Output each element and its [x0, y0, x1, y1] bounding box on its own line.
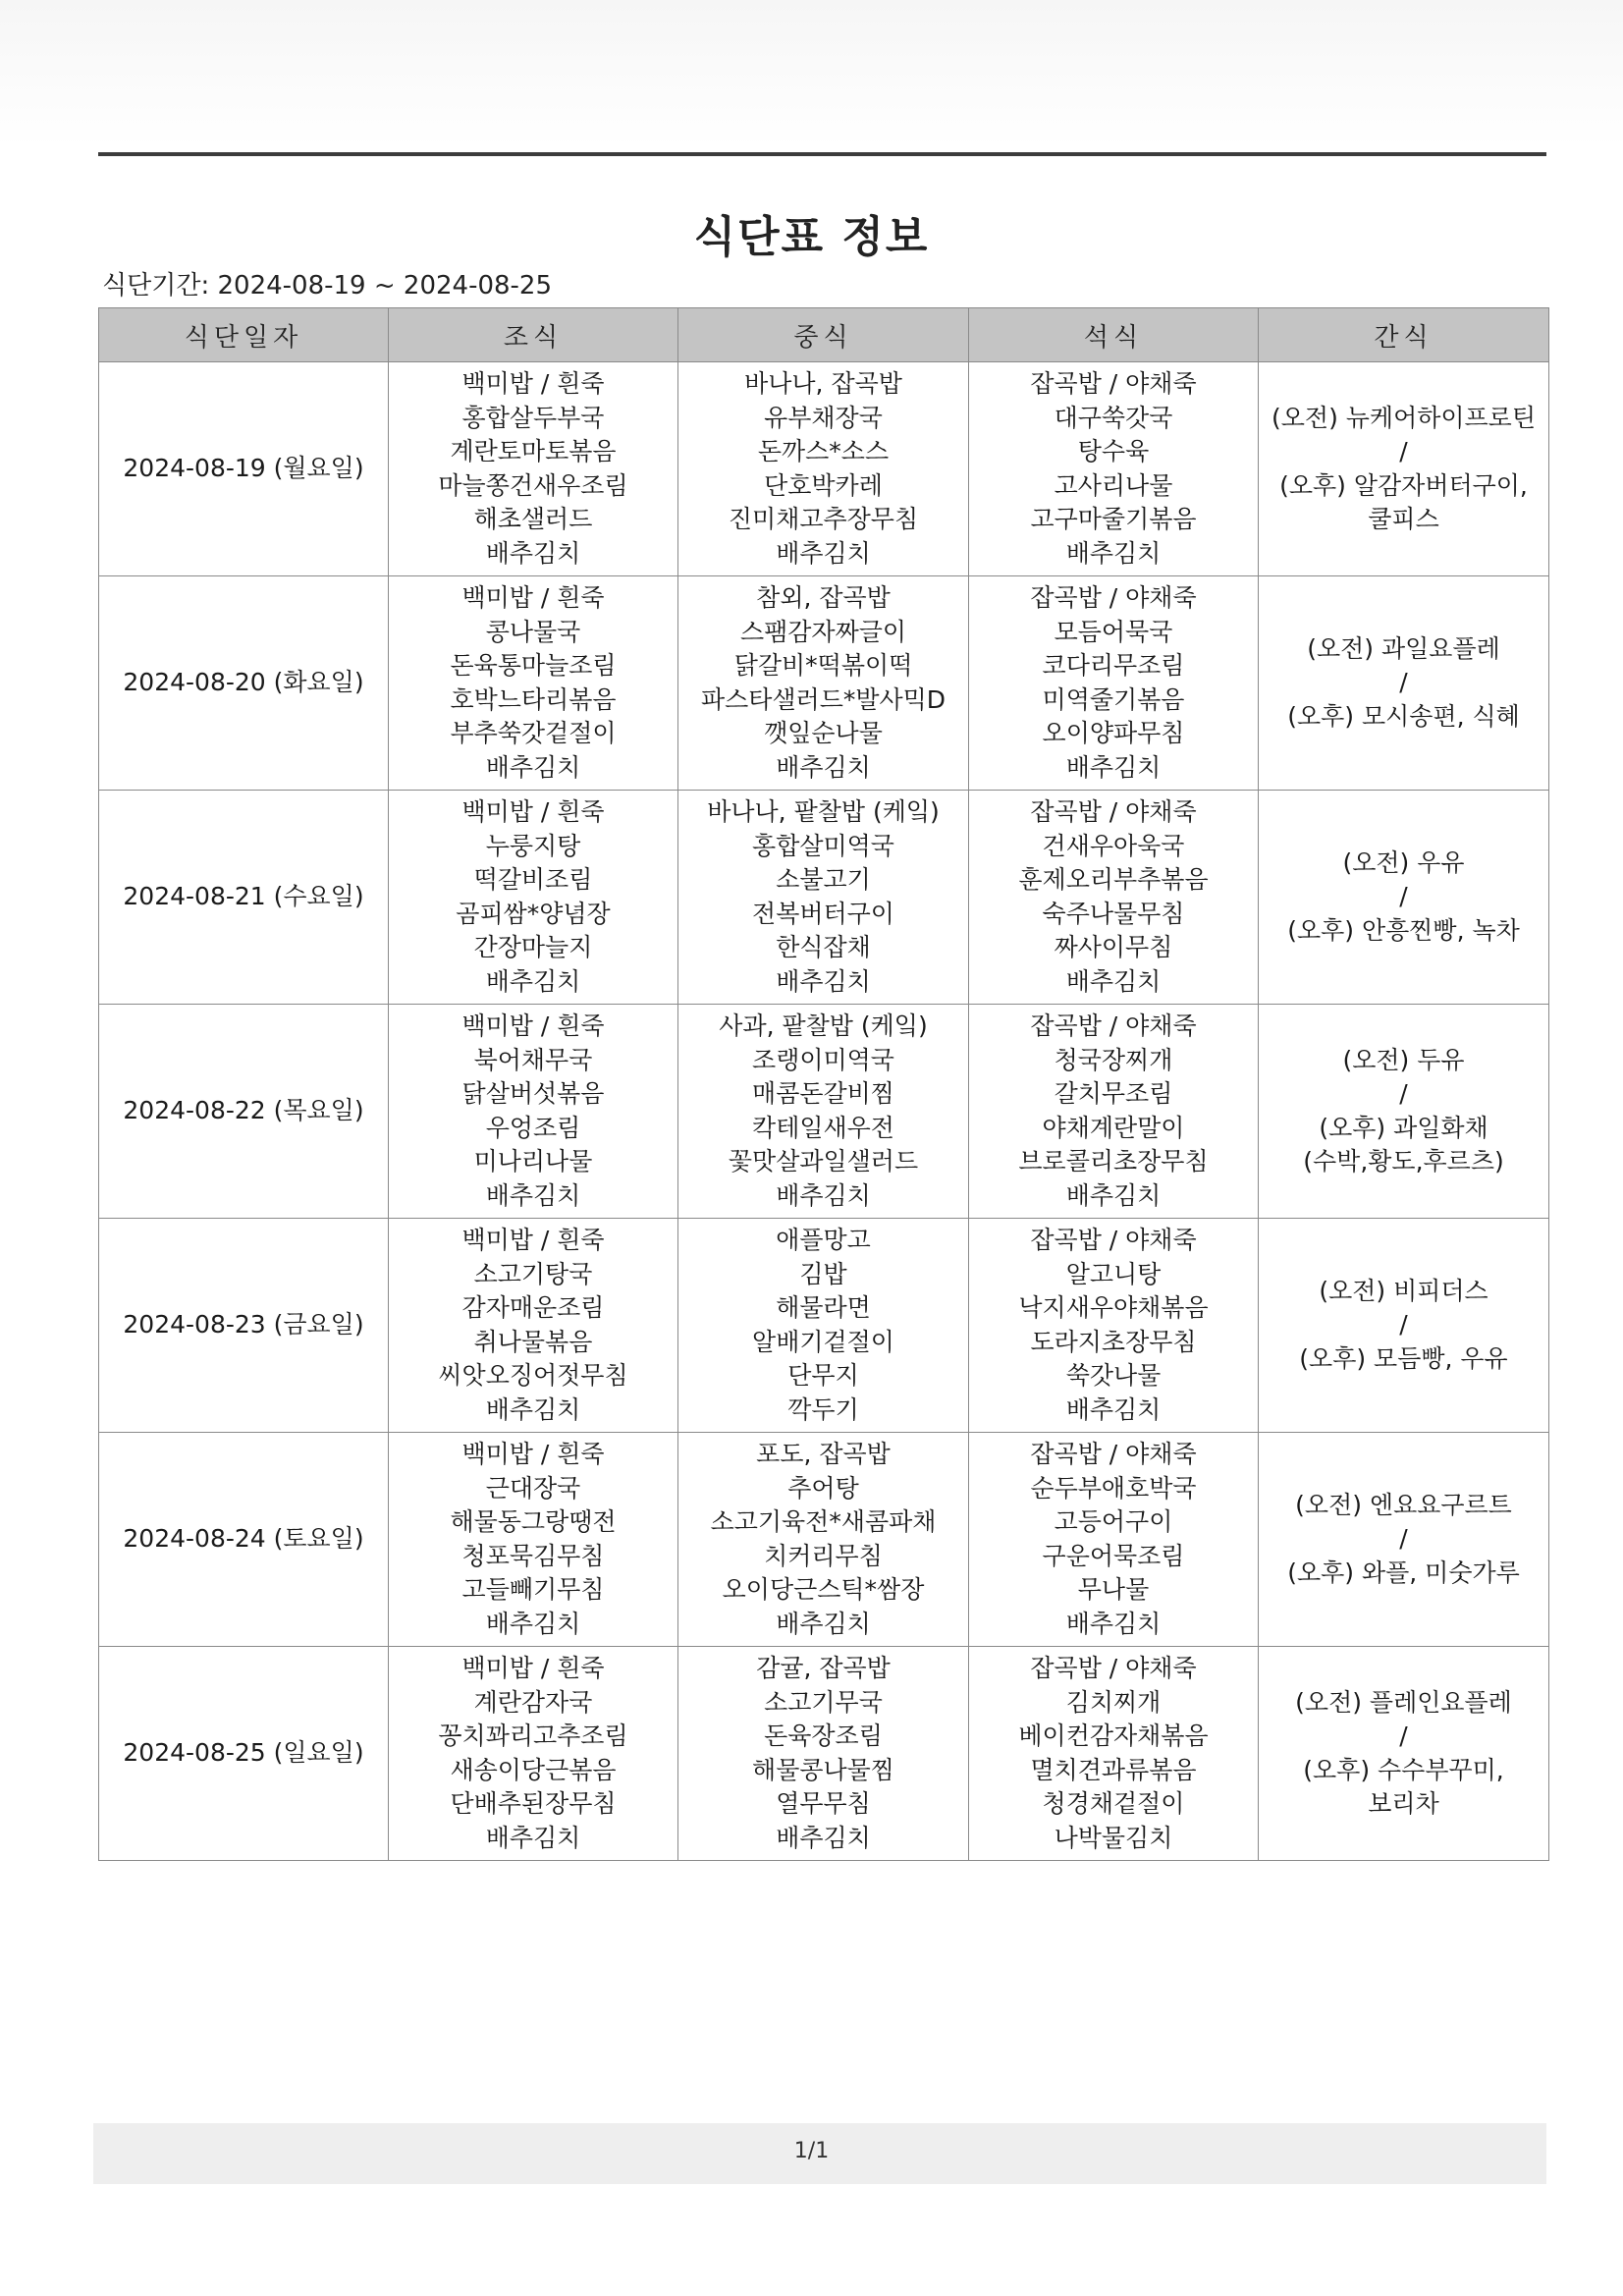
menu-item: 소불고기 [776, 865, 871, 894]
menu-item: 배추김치 [485, 1394, 581, 1424]
date-text: 2024-08-24 (토요일) [123, 1524, 364, 1554]
menu-item: 해물콩나물찜 [752, 1755, 894, 1784]
menu-item: 감자매운조림 [461, 1293, 605, 1322]
menu-item: 잡곡밥 / 야채죽 [1030, 797, 1197, 826]
menu-item: 애플망고 [776, 1226, 871, 1254]
menu-item: 낙지새우야채볶음 [1018, 1293, 1209, 1322]
date-text: 2024-08-21 (수요일) [123, 882, 364, 911]
menu-item: / [1399, 882, 1408, 911]
menu-item: 파스타샐러드*발사믹D [700, 684, 947, 714]
menu-item: 구운어묵조림 [1042, 1541, 1185, 1570]
menu-item: 훈제오리부추볶음 [1018, 865, 1209, 894]
breakfast-cell [389, 791, 678, 1005]
menu-item: 잡곡밥 / 야채죽 [1030, 583, 1197, 612]
menu-item: 단무지 [787, 1361, 859, 1390]
menu-item: (수박,황도,후르츠) [1303, 1147, 1504, 1175]
date-cell [99, 1005, 389, 1219]
menu-item: 배추김치 [1065, 966, 1162, 996]
snack-cell [1259, 1005, 1549, 1219]
lunch-cell [678, 1647, 969, 1861]
menu-item: 건새우아욱국 [1042, 831, 1185, 860]
menu-item: 배추김치 [1065, 1394, 1162, 1424]
lunch-cell [678, 1219, 969, 1433]
menu-item: 오이당근스틱*쌈장 [722, 1575, 925, 1604]
menu-item: 쿨피스 [1368, 505, 1439, 533]
snack-cell [1259, 1219, 1549, 1433]
menu-item: 보리차 [1368, 1789, 1439, 1818]
menu-item: 백미밥 / 흰죽 [461, 797, 605, 826]
menu-item: 홍합살미역국 [752, 831, 894, 860]
menu-item: 나박물김치 [1054, 1823, 1173, 1852]
menu-item: 호박느타리볶음 [450, 684, 617, 714]
menu-item: 김밥 [799, 1259, 847, 1288]
header-breakfast: 조식 [389, 308, 678, 362]
menu-item: 오이양파무침 [1042, 719, 1185, 747]
menu-item: 매콤돈갈비찜 [752, 1079, 894, 1108]
menu-item: (오후) 와플, 미숫가루 [1287, 1558, 1520, 1587]
menu-item: 해물라면 [776, 1293, 871, 1322]
menu-item: 백미밥 / 흰죽 [461, 1440, 605, 1468]
menu-item: 단호박카레 [764, 470, 883, 500]
menu-item: 미역줄기볶음 [1042, 684, 1185, 714]
menu-item: 마늘쫑건새우조림 [438, 470, 628, 500]
menu-item: 씨앗오징어젓무침 [438, 1361, 628, 1390]
menu-item: 청국장찌개 [1054, 1045, 1173, 1074]
menu-item: 닭갈비*떡볶이떡 [733, 651, 913, 680]
lunch-cell [678, 1433, 969, 1647]
breakfast-cell [389, 1433, 678, 1647]
menu-item: 배추김치 [776, 1609, 871, 1638]
menu-item: 치커리무침 [764, 1541, 883, 1570]
menu-item: 스팸감자짜글이 [739, 617, 907, 646]
breakfast-cell [389, 1005, 678, 1219]
menu-item: (오후) 알감자버터구이, [1279, 470, 1528, 500]
menu-item: / [1399, 1722, 1408, 1750]
menu-item: 백미밥 / 흰죽 [461, 1226, 605, 1254]
menu-item: 배추김치 [485, 966, 581, 996]
menu-item: 잡곡밥 / 야채죽 [1030, 1440, 1197, 1468]
menu-item: 포도, 잡곡밥 [756, 1440, 891, 1468]
date-text: 2024-08-23 (금요일) [123, 1310, 364, 1339]
menu-item: 짜사이무침 [1054, 933, 1173, 961]
dinner-cell [969, 1433, 1259, 1647]
menu-item: 배추김치 [776, 538, 871, 568]
menu-item: 배추김치 [776, 752, 871, 782]
menu-item: (오후) 모듬빵, 우유 [1299, 1343, 1508, 1373]
menu-item: 코다리무조림 [1042, 651, 1185, 680]
breakfast-cell [389, 576, 678, 791]
menu-item: / [1399, 1079, 1408, 1108]
table-row [99, 1219, 1549, 1433]
menu-item: 근대장국 [485, 1473, 581, 1503]
dinner-cell [969, 576, 1259, 791]
date-cell [99, 362, 389, 576]
menu-item: 백미밥 / 흰죽 [461, 1011, 605, 1040]
menu-item: 고사리나물 [1054, 470, 1173, 500]
menu-item: 감귤, 잡곡밥 [756, 1654, 891, 1682]
menu-item: 숙주나물무침 [1042, 899, 1185, 928]
menu-item: 야채계란말이 [1042, 1113, 1185, 1142]
header-dinner: 석식 [969, 308, 1259, 362]
menu-item: 돈육통마늘조림 [450, 651, 617, 680]
menu-item: 돈까스*소스 [757, 437, 890, 465]
menu-item: 배추김치 [485, 1180, 581, 1210]
meal-table [98, 307, 1549, 1861]
menu-item: (오전) 우유 [1342, 847, 1465, 877]
menu-item: 갈치무조림 [1054, 1079, 1173, 1108]
table-row [99, 1005, 1549, 1219]
menu-item: 잡곡밥 / 야채죽 [1030, 1226, 1197, 1254]
menu-item: 추어탕 [787, 1473, 859, 1503]
menu-item: 브로콜리초장무침 [1018, 1147, 1209, 1175]
menu-item: 소고기무국 [764, 1687, 883, 1717]
menu-item: 소고기육전*새콤파채 [710, 1507, 937, 1536]
menu-item: (오전) 두유 [1342, 1045, 1465, 1074]
menu-item: (오전) 과일요플레 [1307, 633, 1500, 663]
snack-cell [1259, 1433, 1549, 1647]
menu-item: 배추김치 [485, 1823, 581, 1852]
top-divider [98, 152, 1546, 156]
lunch-cell [678, 1005, 969, 1219]
menu-item: 전복버터구이 [752, 899, 894, 928]
date-cell [99, 576, 389, 791]
date-cell [99, 791, 389, 1005]
menu-item: 콩나물국 [485, 617, 581, 646]
menu-item: 김치찌개 [1065, 1687, 1162, 1717]
menu-item: (오후) 수수부꾸미, [1303, 1755, 1504, 1784]
menu-item: / [1399, 1524, 1408, 1554]
menu-item: 배추김치 [1065, 752, 1162, 782]
breakfast-cell [389, 1647, 678, 1861]
menu-item: (오전) 비피더스 [1319, 1276, 1488, 1305]
menu-item: 한식잡채 [776, 933, 871, 961]
scan-shade [0, 0, 1623, 147]
menu-item: 백미밥 / 흰죽 [461, 369, 605, 398]
snack-cell [1259, 576, 1549, 791]
table-body [99, 362, 1549, 1861]
menu-item: 백미밥 / 흰죽 [461, 1654, 605, 1682]
menu-item: 간장마늘지 [473, 933, 593, 961]
date-text: 2024-08-20 (화요일) [123, 668, 364, 697]
menu-item: 배추김치 [485, 1609, 581, 1638]
dinner-cell [969, 1219, 1259, 1433]
menu-item: 배추김치 [776, 1823, 871, 1852]
menu-item: 백미밥 / 흰죽 [461, 583, 605, 612]
header-lunch: 중식 [678, 308, 969, 362]
menu-item: 사과, 팥찰밥 (케잌) [719, 1011, 928, 1040]
menu-item: 배추김치 [776, 966, 871, 996]
menu-item: 취나물볶음 [473, 1327, 593, 1356]
menu-item: 떡갈비조림 [473, 865, 593, 894]
menu-item: 깻잎순나물 [764, 719, 883, 747]
menu-item: (오전) 뉴케어하이프로틴 [1271, 403, 1536, 432]
menu-item: 모듬어묵국 [1054, 617, 1173, 646]
menu-item: 돈육장조림 [764, 1722, 883, 1750]
header-snack: 간식 [1259, 308, 1549, 362]
menu-item: 미나리나물 [473, 1147, 593, 1175]
menu-item: 배추김치 [485, 752, 581, 782]
menu-item: / [1399, 668, 1408, 697]
menu-item: 배추김치 [1065, 1609, 1162, 1638]
menu-item: (오후) 과일화채 [1319, 1113, 1488, 1142]
menu-item: (오전) 플레인요플레 [1295, 1687, 1512, 1717]
menu-item: 고구마줄기볶음 [1030, 505, 1197, 533]
menu-item: 칵테일새우전 [752, 1113, 894, 1142]
menu-item: 배추김치 [1065, 1180, 1162, 1210]
page-title: 식단표 정보 [693, 212, 930, 262]
menu-item: 단배추된장무침 [450, 1789, 617, 1818]
dinner-cell [969, 362, 1259, 576]
menu-item: 배추김치 [1065, 538, 1162, 568]
menu-item: 무나물 [1077, 1575, 1150, 1604]
menu-item: 잡곡밥 / 야채죽 [1030, 1654, 1197, 1682]
dinner-cell [969, 791, 1259, 1005]
menu-item: 잡곡밥 / 야채죽 [1030, 1011, 1197, 1040]
menu-item: 조랭이미역국 [752, 1045, 894, 1074]
menu-item: 해물동그랑땡전 [450, 1507, 617, 1536]
menu-item: 부추쑥갓겉절이 [450, 719, 617, 747]
menu-item: 새송이당근볶음 [450, 1755, 617, 1784]
menu-item: (오후) 안흥찐빵, 녹차 [1287, 915, 1520, 945]
menu-item: 꽁치꽈리고추조림 [438, 1722, 628, 1750]
date-cell [99, 1647, 389, 1861]
menu-item: (오후) 모시송편, 식혜 [1287, 701, 1520, 731]
dinner-cell [969, 1647, 1259, 1861]
date-text: 2024-08-25 (일요일) [123, 1738, 364, 1768]
menu-item: 배추김치 [776, 1180, 871, 1210]
menu-item: 순두부애호박국 [1030, 1473, 1197, 1503]
menu-item: 진미채고추장무침 [728, 505, 919, 533]
menu-item: 소고기탕국 [473, 1259, 593, 1288]
menu-item: / [1399, 1310, 1408, 1339]
table-row [99, 576, 1549, 791]
menu-item: (오전) 엔요요구르트 [1295, 1490, 1512, 1519]
date-cell [99, 1219, 389, 1433]
menu-item: 바나나, 잡곡밥 [744, 369, 902, 398]
menu-item: 북어채무국 [473, 1045, 593, 1074]
menu-item: 꽃맛살과일샐러드 [728, 1147, 919, 1175]
menu-item: 해초샐러드 [473, 505, 593, 533]
menu-item: 홍합살두부국 [461, 403, 605, 432]
breakfast-cell [389, 1219, 678, 1433]
menu-item: 열무무침 [776, 1789, 871, 1818]
lunch-cell [678, 791, 969, 1005]
menu-item: 바나나, 팥찰밥 (케잌) [707, 797, 940, 826]
menu-item: 탕수육 [1077, 437, 1150, 465]
menu-item: 계란감자국 [473, 1687, 593, 1717]
table-row [99, 362, 1549, 576]
menu-item: 청경채겉절이 [1042, 1789, 1185, 1818]
meal-period: 식단기간: 2024-08-19 ~ 2024-08-25 [102, 271, 553, 301]
menu-item: 고들빼기무침 [461, 1575, 605, 1604]
menu-item: 참외, 잡곡밥 [756, 583, 891, 612]
menu-item: 청포묵김무침 [461, 1541, 605, 1570]
snack-cell [1259, 791, 1549, 1005]
lunch-cell [678, 362, 969, 576]
snack-cell [1259, 362, 1549, 576]
table-row [99, 1433, 1549, 1647]
lunch-cell [678, 576, 969, 791]
menu-item: 닭살버섯볶음 [461, 1079, 605, 1108]
menu-item: 도라지초장무침 [1030, 1327, 1197, 1356]
menu-item: 잡곡밥 / 야채죽 [1030, 369, 1197, 398]
menu-item: 계란토마토볶음 [450, 437, 617, 465]
menu-item: 베이컨감자채볶음 [1018, 1722, 1209, 1750]
table-header-row [99, 308, 1549, 362]
table-row [99, 1647, 1549, 1861]
menu-item: 우엉조림 [485, 1113, 581, 1142]
breakfast-cell [389, 362, 678, 576]
date-text: 2024-08-19 (월요일) [123, 454, 364, 483]
menu-item: 대구쑥갓국 [1054, 403, 1173, 432]
menu-item: 고등어구이 [1054, 1507, 1173, 1536]
date-text: 2024-08-22 (목요일) [123, 1096, 364, 1125]
menu-item: 누룽지탕 [485, 831, 581, 860]
menu-item: 배추김치 [485, 538, 581, 568]
menu-item: 멸치견과류볶음 [1030, 1755, 1197, 1784]
menu-item: 쑥갓나물 [1065, 1361, 1162, 1390]
page-number: 1/1 [793, 2139, 830, 2163]
menu-item: 알배기겉절이 [752, 1327, 894, 1356]
menu-item: 유부채장국 [764, 403, 883, 432]
menu-item: 깍두기 [787, 1394, 859, 1424]
menu-item: 곰피쌈*양념장 [456, 899, 611, 928]
snack-cell [1259, 1647, 1549, 1861]
dinner-cell [969, 1005, 1259, 1219]
menu-item: / [1399, 437, 1408, 465]
table-row [99, 791, 1549, 1005]
menu-item: 알고니탕 [1065, 1259, 1162, 1288]
date-cell [99, 1433, 389, 1647]
header-date: 식단일자 [99, 308, 389, 362]
